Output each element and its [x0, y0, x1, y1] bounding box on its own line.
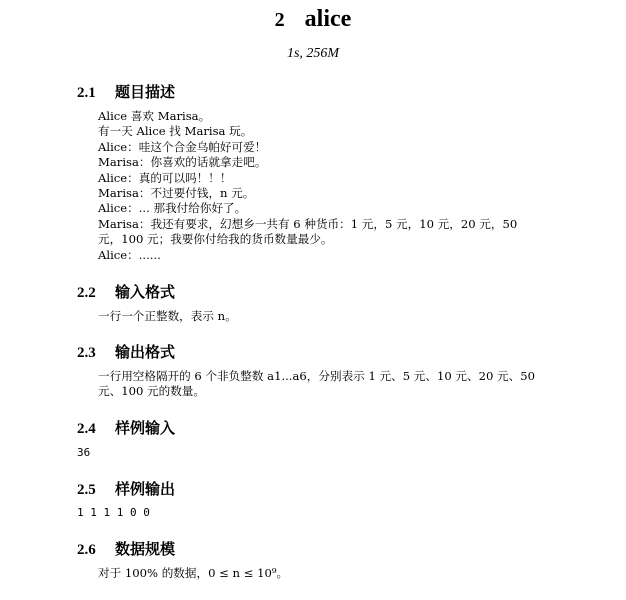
- constraints-body: 对于 100% 的数据，0 ≤ n ≤ 10⁹。: [98, 566, 289, 580]
- input-format-body: 一行一个正整数，表示 n。: [98, 309, 237, 323]
- section-heading-input-format: 2.2 输入格式: [77, 283, 176, 301]
- description-line: Marisa：不过要付钱，n 元。: [98, 186, 255, 201]
- problem-name: alice: [304, 6, 352, 32]
- description-line: Marisa：我还有要求，幻想乡一共有 6 种货币：1 元，5 元，10 元，20 元，50 元，100 元；我要你付给我的货币数量最少。: [98, 216, 518, 247]
- description-body: [77, 109, 539, 263]
- sample-output-code: 1 1 1 1 0 0: [77, 506, 150, 519]
- time-memory-limits: 1s, 256M: [286, 46, 340, 61]
- section-heading-sample-input: 2.4 样例输入: [77, 419, 176, 437]
- sample-input-code: 36: [77, 446, 91, 459]
- output-format-body: 一行用空格隔开的 6 个非负整数 a1...a6，分别表示 1 元、5 元、10 元、20 元、50 元、100 元的数量。: [98, 369, 535, 399]
- description-line: Alice 喜欢 Marisa。: [98, 109, 211, 123]
- description-line: Alice：哇这个合金乌帕好可爱！: [98, 139, 267, 154]
- description-line: Alice：......: [98, 247, 161, 262]
- description-line: Alice：真的可以吗！！！: [98, 170, 232, 185]
- description-line: Marisa：你喜欢的话就拿走吧。: [98, 155, 267, 170]
- description-line: Alice：... 那我付给你好了。: [98, 201, 247, 216]
- problem-number: 2: [274, 9, 285, 31]
- section-heading-sample-output: 2.5 样例输出: [77, 480, 176, 498]
- problem-title: [0, 4, 626, 35]
- section-heading-constraints: 2.6 数据规模: [77, 540, 176, 558]
- section-heading-output-format: 2.3 输出格式: [77, 343, 176, 361]
- description-line: 有一天 Alice 找 Marisa 玩。: [98, 124, 253, 139]
- section-heading-description: 2.1 题目描述: [77, 83, 176, 101]
